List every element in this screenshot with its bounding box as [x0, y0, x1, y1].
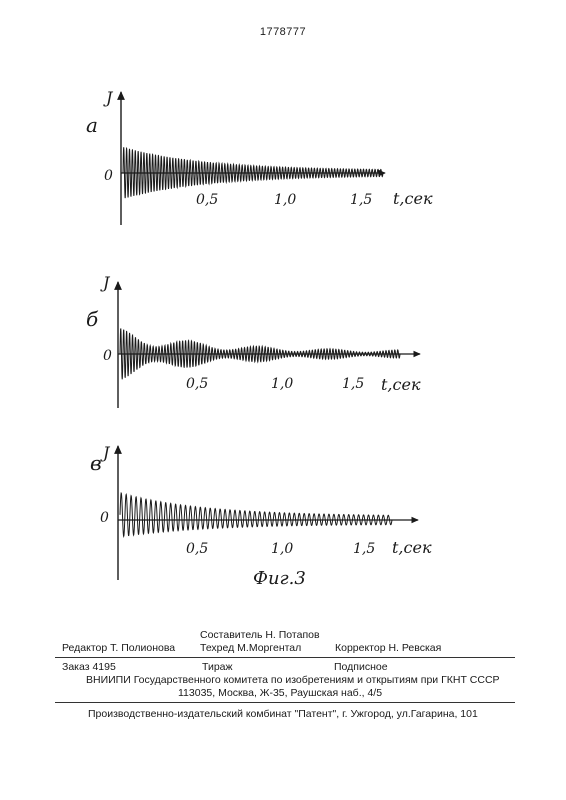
panel-b-zero: 0 — [103, 348, 112, 364]
panel-b-y-label: J — [103, 273, 110, 292]
panel-c-y-label: J — [103, 443, 110, 462]
divider-1 — [55, 657, 515, 658]
panel-a-tick-05: 0,5 — [196, 192, 219, 208]
panel-c-tick-15: 1,5 — [353, 541, 376, 557]
figure-caption: Фиг.3 — [253, 568, 306, 589]
publisher-line: Производственно-издательский комбинат "Патент", г. Ужгород, ул.Гагарина, 101 — [88, 708, 478, 720]
patent-number: 1778777 — [259, 26, 307, 38]
panel-a-label: а — [86, 113, 98, 137]
address-line: 113035, Москва, Ж-35, Раушская наб., 4/5 — [178, 687, 383, 699]
panel-c-x-label: t,сек — [392, 538, 432, 557]
panel-c-tick-05: 0,5 — [186, 541, 209, 557]
compiler: Составитель Н. Потапов — [200, 629, 320, 641]
panel-b — [86, 273, 421, 408]
panel-a-y-label: J — [106, 88, 113, 107]
divider-2 — [55, 702, 515, 703]
panel-b-label: б — [86, 307, 99, 331]
panel-b-tick-15: 1,5 — [342, 376, 365, 392]
circulation: Тираж — [202, 661, 233, 673]
panel-c-zero: 0 — [100, 510, 109, 526]
panel-a — [86, 88, 433, 225]
panel-a-signal — [123, 147, 383, 198]
panel-c-tick-10: 1,0 — [271, 541, 294, 557]
panel-a-tick-10: 1,0 — [274, 192, 297, 208]
corrector: Корректор Н. Ревская — [335, 642, 442, 654]
panel-c-label: в — [90, 451, 102, 475]
panel-a-tick-15: 1,5 — [350, 192, 373, 208]
vniipi-line: ВНИИПИ Государственного комитета по изобретениям и открытиям при ГКНТ СССР — [86, 674, 500, 686]
subscription: Подписное — [334, 661, 388, 673]
editor: Редактор Т. Полионова — [62, 642, 176, 654]
order-number: Заказ 4195 — [62, 661, 116, 673]
panel-b-x-label: t,сек — [381, 375, 421, 394]
panel-b-tick-05: 0,5 — [186, 376, 209, 392]
techred: Техред М.Моргентал — [200, 642, 302, 654]
panel-a-zero: 0 — [104, 168, 113, 184]
panel-c — [90, 443, 432, 580]
panel-a-x-label: t,сек — [393, 189, 433, 208]
panel-c-signal — [120, 493, 392, 536]
panel-b-tick-10: 1,0 — [271, 376, 294, 392]
